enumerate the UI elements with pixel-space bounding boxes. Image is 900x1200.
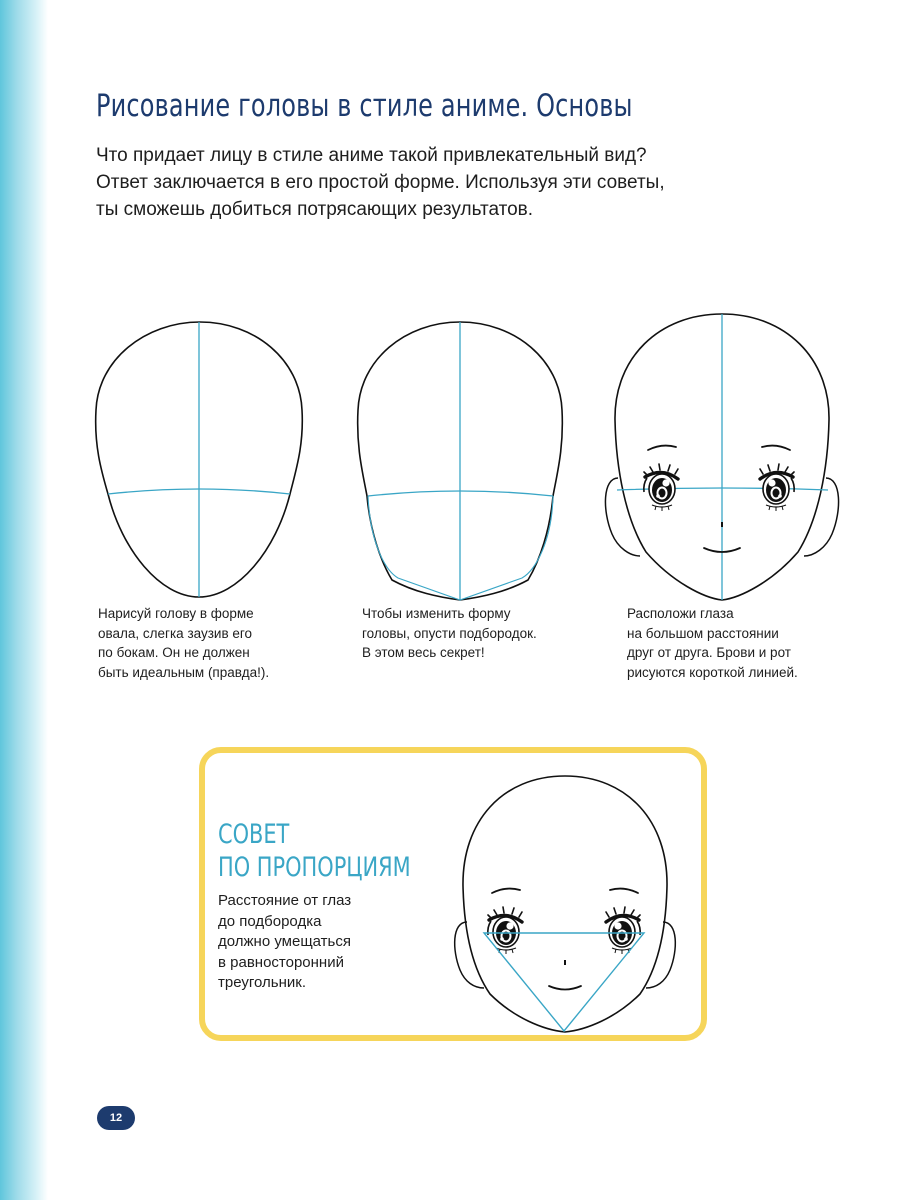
caption-line: головы, опусти подбородок. [362, 625, 537, 641]
caption-line: по бокам. Он не должен [98, 645, 250, 660]
intro-line: Что придает лицу в стиле аниме такой привлекательный вид? [96, 145, 647, 166]
tip-head-with-triangle [455, 776, 676, 1032]
caption-line: Чтобы изменить форму [362, 606, 511, 621]
tip-text-line: треугольник. [218, 974, 307, 991]
tip-text-line: должно умещаться [218, 933, 351, 950]
caption-line: друг от друга. Брови и рот [627, 645, 791, 660]
caption-line: Расположи глаза [627, 606, 734, 621]
tip-title-line: СОВЕТ [218, 819, 290, 850]
caption-line: рисуются короткой линией. [627, 664, 798, 680]
page-number-badge: 12 [97, 1106, 135, 1130]
caption-line: на большом расстоянии [627, 625, 779, 641]
caption-line: овала, слегка заузив его [98, 625, 253, 641]
intro-line: Ответ заключается в его простой форме. Используя эти советы, [96, 172, 665, 193]
tip-text-line: до подбородка [218, 912, 322, 930]
caption-line: Нарисуй голову в форме [98, 606, 254, 621]
caption-line: быть идеальным (правда!). [98, 664, 270, 680]
tip-text-line: Расстояние от глаз [218, 892, 352, 909]
tip-title-line: ПО ПРОПОРЦИЯМ [218, 852, 411, 883]
tip-text-line: в равносторонний [218, 953, 344, 971]
caption-line: В этом весь секрет! [362, 645, 485, 660]
page-title: Рисование головы в стиле аниме. Основы [96, 88, 633, 124]
intro-line: ты сможешь добиться потрясающих результатов. [96, 199, 534, 220]
